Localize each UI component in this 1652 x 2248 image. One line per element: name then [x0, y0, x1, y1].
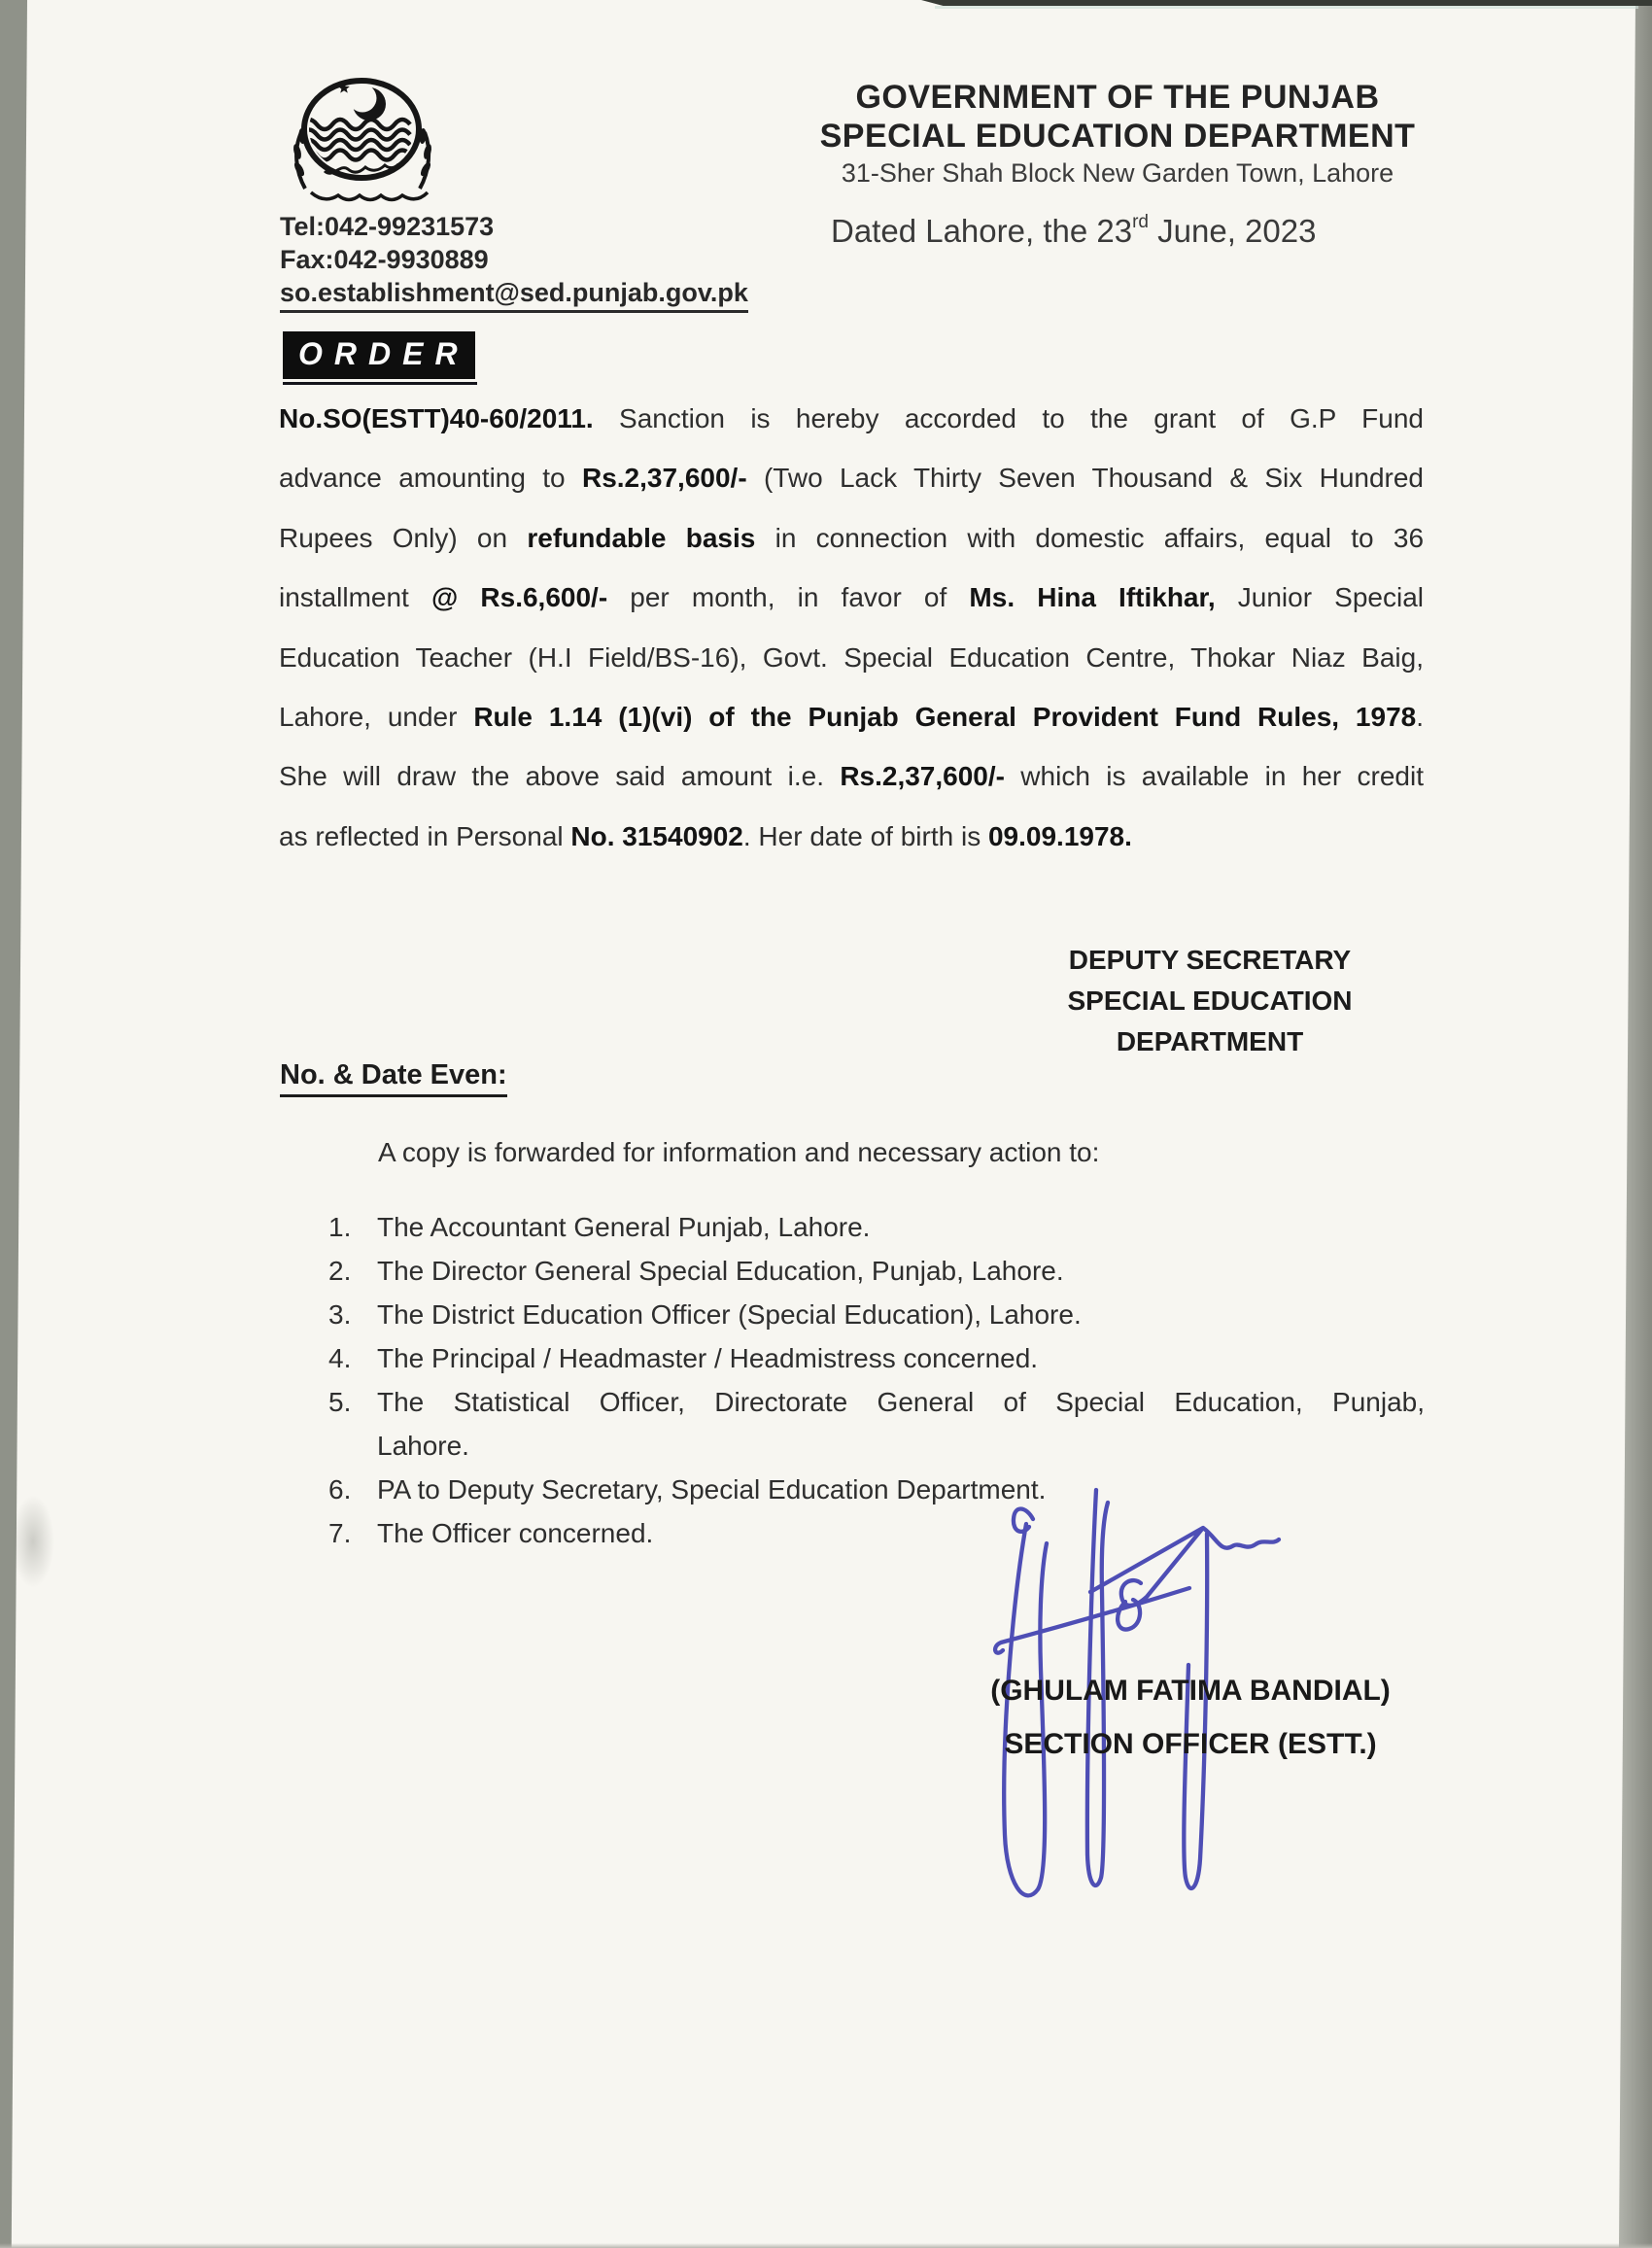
- signoff-line: DEPUTY SECRETARY: [1068, 945, 1352, 975]
- email-address: so.establishment@sed.punjab.gov.pk: [280, 276, 748, 313]
- signoff-line: DEPARTMENT: [1116, 1026, 1304, 1056]
- recipient-row: 2. The Director General Special Education, Punjab, Lahore.: [328, 1256, 1064, 1286]
- order-body-line: Lahore, under Rule 1.14 (1)(vi) of the Punjab General Provident Fund Rules, 1978.: [279, 701, 1424, 732]
- letter-date: [831, 213, 1316, 250]
- order-body-line: advance amounting to Rs.2,37,600/- (Two Lack Thirty Seven Thousand & Six Hundred: [279, 463, 1424, 494]
- scan-edge-bottom: [0, 2243, 1652, 2248]
- org-name-line2: SPECIAL EDUCATION DEPARTMENT: [819, 118, 1416, 155]
- recipient-row: 1. The Accountant General Punjab, Lahore.: [328, 1212, 871, 1242]
- signatory-block: [972, 1664, 1409, 1771]
- recipient-row: 5. The Statistical Officer, Directorate General of Special Education, Punjab, Lahore.: [328, 1387, 1425, 1461]
- forward-note: A copy is forwarded for information and necessary action to:: [378, 1137, 1100, 1167]
- signoff-block: [1050, 940, 1370, 1062]
- org-address: 31-Sher Shah Block New Garden Town, Lahore: [841, 158, 1394, 188]
- punjab-government-emblem-icon: [286, 74, 465, 212]
- fax-number: Fax:042-9930889: [280, 245, 489, 274]
- signoff-line: SPECIAL EDUCATION: [1067, 986, 1353, 1016]
- order-heading: ORDER: [283, 331, 475, 379]
- date-suffix: June, 2023: [1148, 213, 1317, 249]
- contact-block: [280, 210, 748, 313]
- scan-edge-left: [0, 0, 27, 2248]
- letterhead: [807, 78, 1428, 191]
- ref-label: No. & Date Even:: [280, 1059, 507, 1097]
- recipient-row: 7. The Officer concerned.: [328, 1518, 654, 1548]
- signatory-title: SECTION OFFICER (ESTT.): [1004, 1728, 1377, 1760]
- order-body-line: installment @ Rs.6,600/- per month, in favor of Ms. Hina Iftikhar, Junior Special: [279, 582, 1424, 613]
- recipient-row: 6. PA to Deputy Secretary, Special Education Department.: [328, 1474, 1047, 1504]
- signatory-name: (GHULAM FATIMA BANDIAL): [990, 1675, 1391, 1707]
- recipient-row: 3. The District Education Officer (Special Education), Lahore.: [328, 1299, 1082, 1330]
- order-body: [279, 389, 1424, 866]
- tel-number: Tel:042-99231573: [280, 212, 495, 241]
- order-body-line: She will draw the above said amount i.e. Rs.2,37,600/- which is available in her credit: [279, 761, 1424, 792]
- scan-smudge: [12, 1495, 54, 1588]
- order-body-line: Education Teacher (H.I Field/BS-16), Govt. Special Education Centre, Thokar Niaz Baig,: [279, 641, 1424, 673]
- org-name-line1: GOVERNMENT OF THE PUNJAB: [855, 79, 1380, 116]
- order-body-line: Rupees Only) on refundable basis in connection with domestic affairs, equal to 36: [279, 522, 1424, 553]
- order-body-line: as reflected in Personal No. 31540902. Her date of birth is 09.09.1978.: [279, 820, 1132, 851]
- order-heading-underline: [283, 382, 477, 385]
- scan-edge-top-tint: [935, 6, 1638, 9]
- date-prefix: Dated Lahore, the 23: [831, 213, 1133, 249]
- date-ordinal: rd: [1132, 212, 1149, 232]
- order-body-line: No.SO(ESTT)40-60/2011. Sanction is hereby accorded to the grant of G.P Fund: [279, 403, 1424, 433]
- scan-edge-right: [1619, 0, 1652, 2248]
- recipient-row: 4. The Principal / Headmaster / Headmistress concerned.: [328, 1343, 1039, 1373]
